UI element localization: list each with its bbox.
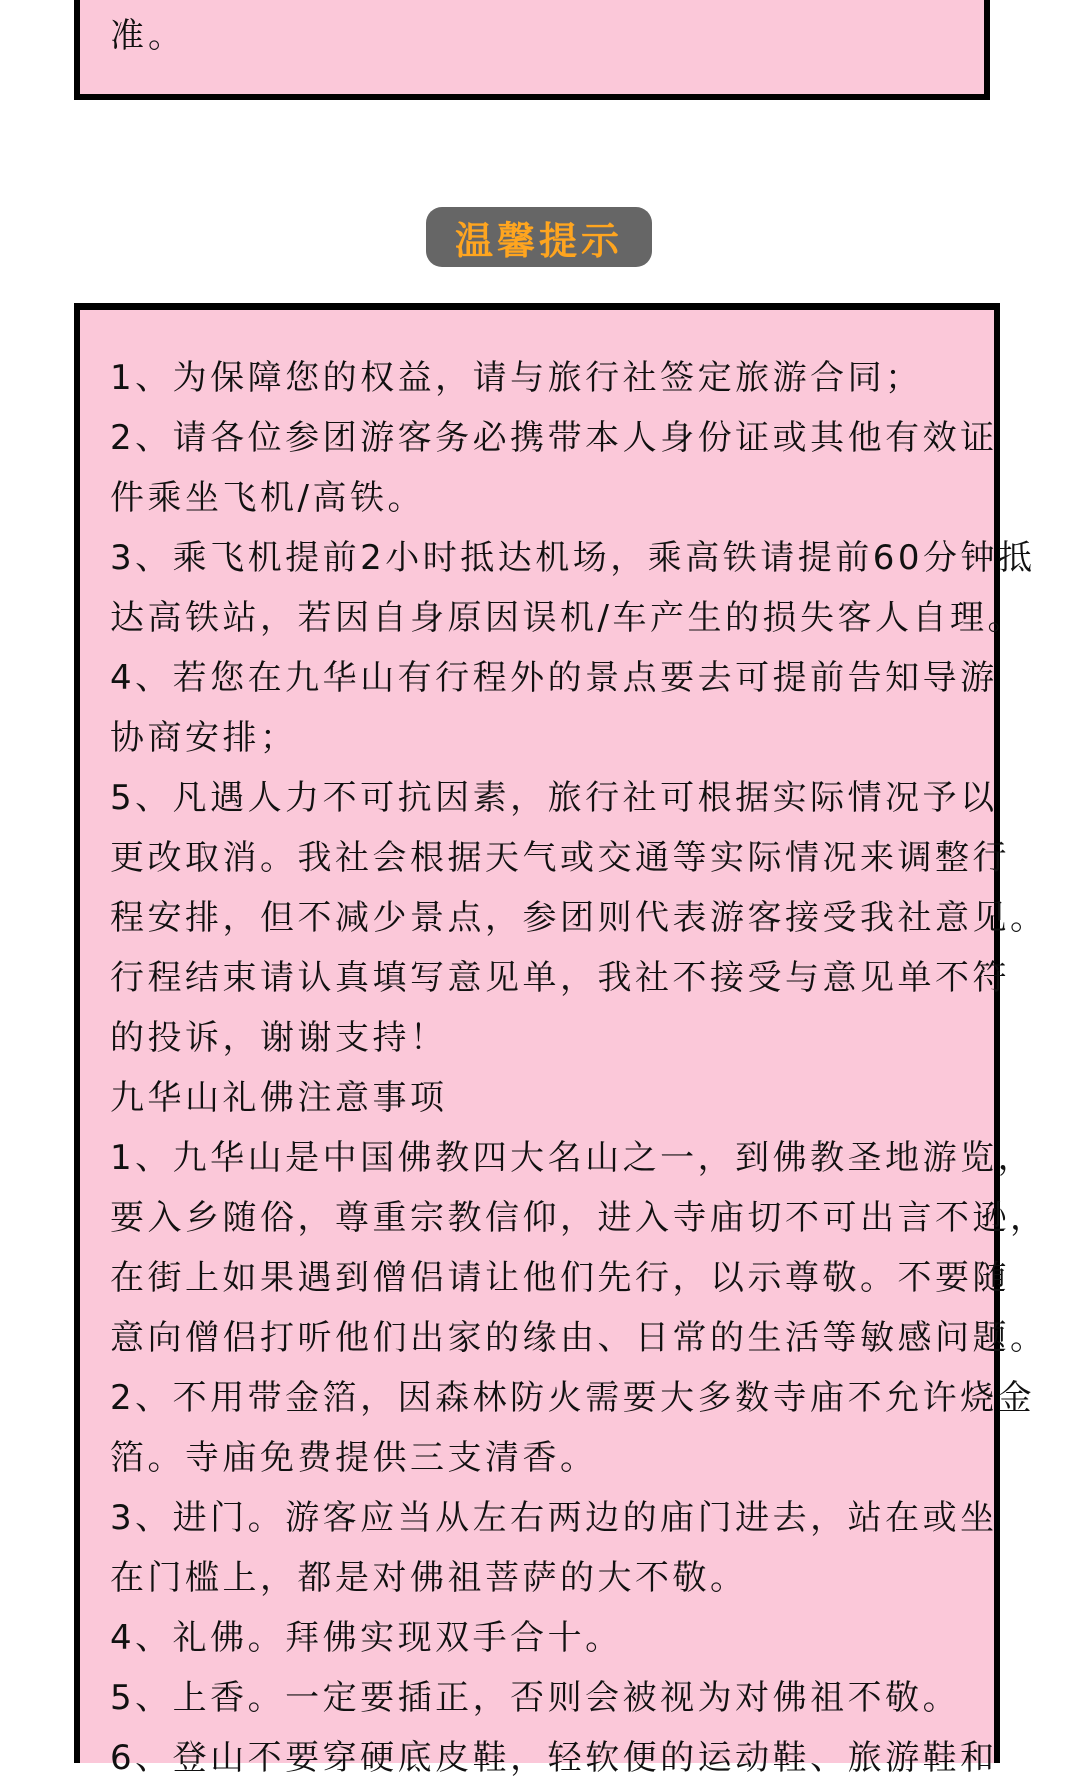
- previous-section-tail-text: 准。: [110, 16, 186, 56]
- warm-tips-title: 温馨提示: [454, 218, 623, 263]
- text-line: 4、礼佛。拜佛实现双手合十。: [110, 1618, 623, 1658]
- text-line: 在街上如果遇到僧侣请让他们先行，以示尊敬。不要随: [110, 1258, 1010, 1298]
- text-line: 的投诉，谢谢支持！: [110, 1018, 448, 1058]
- text-line: 5、凡遇人力不可抗因素，旅行社可根据实际情况予以: [110, 778, 998, 818]
- text-line: 5、上香。一定要插正，否则会被视为对佛祖不敬。: [110, 1678, 961, 1718]
- warm-tips-box: [74, 303, 1048, 1778]
- text-line: 6、登山不要穿硬底皮鞋，轻软便的运动鞋、旅游鞋和: [110, 1738, 998, 1778]
- text-line: 更改取消。我社会根据天气或交通等实际情况来调整行: [110, 838, 1010, 878]
- text-line: 协商安排；: [110, 718, 298, 758]
- text-line: 达高铁站，若因自身原因误机/车产生的损失客人自理。: [110, 598, 1025, 638]
- text-line: 件乘坐飞机/高铁。: [110, 478, 425, 518]
- text-line: 1、为保障您的权益，请与旅行社签定旅游合同；: [110, 358, 923, 398]
- warm-tips-content: [110, 348, 1048, 1788]
- previous-section-box: [74, 0, 990, 100]
- section-heading: 九华山礼佛注意事项: [110, 1078, 448, 1118]
- text-line: 要入乡随俗，尊重宗教信仰，进入寺庙切不可出言不逊，: [110, 1198, 1048, 1238]
- text-line: 2、不用带金箔，因森林防火需要大多数寺庙不允许烧金: [110, 1378, 1036, 1418]
- text-line: 1、九华山是中国佛教四大名山之一，到佛教圣地游览，: [110, 1138, 1036, 1178]
- text-line: 箔。寺庙免费提供三支清香。: [110, 1438, 598, 1478]
- text-line: 程安排，但不减少景点，参团则代表游客接受我社意见。: [110, 898, 1048, 938]
- text-line: 在门槛上，都是对佛祖菩萨的大不敬。: [110, 1558, 748, 1598]
- text-line: 4、若您在九华山有行程外的景点要去可提前告知导游: [110, 658, 998, 698]
- warm-tips-badge: [426, 207, 652, 267]
- text-line: 3、乘飞机提前2小时抵达机场，乘高铁请提前60分钟抵: [110, 538, 1036, 578]
- text-line: 行程结束请认真填写意见单，我社不接受与意见单不符: [110, 958, 1010, 998]
- text-line: 意向僧侣打听他们出家的缘由、日常的生活等敏感问题。: [110, 1318, 1048, 1358]
- text-line: 3、进门。游客应当从左右两边的庙门进去，站在或坐: [110, 1498, 998, 1538]
- text-line: 2、请各位参团游客务必携带本人身份证或其他有效证: [110, 418, 998, 458]
